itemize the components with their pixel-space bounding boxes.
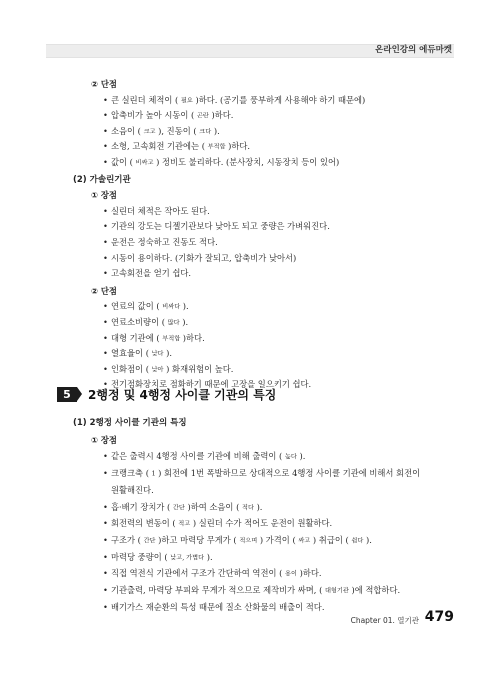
text-run: ) 회전에 1번 폭발하므로 상대적으로 4행정 사이클 기관에 비해서 회전이 <box>155 468 421 479</box>
bullet-item <box>111 237 218 248</box>
subsection-heading: (1) 2행정 사이클 기관의 특징 <box>73 418 187 428</box>
text-run: ). <box>204 551 213 562</box>
answer-fill: 대형기관 <box>324 587 349 595</box>
item-label: ② 단점 <box>91 79 117 89</box>
subsection-heading: (2) 가솔린기관 <box>73 174 131 185</box>
answer-fill: 크고 <box>143 128 156 136</box>
text-run: 직접 역전식 기관에서 구조가 간단하여 역전이 ( <box>111 568 285 579</box>
text-run: ). <box>253 501 263 512</box>
answer-fill: 부적합 <box>162 335 181 343</box>
text-run: 인화점이 ( <box>111 363 152 374</box>
text-run: ). <box>363 534 372 545</box>
bullet-item <box>111 348 172 360</box>
text-run: )하다. (공기를 풍부하게 사용해야 하기 때문에) <box>192 94 366 105</box>
bullet-item <box>111 518 332 530</box>
text-run: ). <box>163 348 173 359</box>
text-run: )하다. <box>208 110 234 121</box>
answer-fill: 적고 <box>178 520 191 528</box>
item-label: ② 단점 <box>91 285 117 296</box>
text-run: )하고 마력당 무게가 ( <box>155 534 240 545</box>
text-run: 구조가 ( <box>111 534 144 545</box>
text-run: 열효율이 ( <box>111 348 152 359</box>
text-run: 마력당 중량이 ( <box>111 551 171 562</box>
bullet-item <box>111 301 189 313</box>
bullet-item <box>111 95 365 107</box>
text-run: 큰 실린더 체적이 ( <box>111 94 181 105</box>
text-run: 연료의 값이 ( <box>111 301 163 312</box>
answer-fill: 필요 <box>180 97 193 105</box>
answer-fill: 적다 <box>241 504 254 511</box>
bullet-item <box>111 253 296 264</box>
text-run: ) 정비도 불리하다. (분사장치, 시동장치 등이 있어) <box>153 157 340 167</box>
bullet-item <box>111 602 324 613</box>
text-run: 실린더 체적은 작아도 된다. <box>111 205 210 216</box>
text-run: 원활해진다. <box>111 484 154 495</box>
text-run: 배기가스 재순환의 특성 때문에 질소 산화물의 배출이 적다. <box>111 601 325 612</box>
answer-fill: 낮고, 가볍다 <box>170 554 205 562</box>
bullet-item <box>111 110 233 122</box>
text-run: 회전력의 변동이 ( <box>111 518 179 529</box>
bullet-item <box>111 317 188 329</box>
answer-fill: 비싸다 <box>162 303 181 311</box>
bullet-item <box>111 568 322 580</box>
footer-chapter: Chapter 01. 열기관 <box>350 616 419 625</box>
text-run: ). <box>180 301 189 312</box>
text-run: ). <box>179 317 189 327</box>
header-title: 온라인강의 에듀마켓 <box>375 45 452 55</box>
text-run: 같은 출력시 4행정 사이클 기관에 비해 출력이 ( <box>111 451 285 462</box>
bullet-item <box>111 502 262 514</box>
text-run: 시동이 용이하다. (기화가 잘되고, 압축비가 낮아서) <box>111 252 297 263</box>
bullet-item <box>111 268 191 279</box>
bullet-item <box>111 468 420 480</box>
text-run: )하다. <box>296 568 322 579</box>
section-heading <box>57 385 457 405</box>
text-run: ), 진동이 ( <box>155 125 200 136</box>
answer-fill: 싸고 <box>298 537 311 545</box>
text-run: )하다. <box>225 141 251 152</box>
answer-fill: 많다 <box>167 319 180 327</box>
text-run: ) 화재위험이 높다. <box>163 363 234 374</box>
text-run: 소음이 ( <box>111 125 144 136</box>
text-run: ) 취급이 ( <box>310 534 352 545</box>
bullet-item <box>111 552 213 564</box>
bullet-item <box>111 157 339 169</box>
text-run: ) 가격이 ( <box>257 534 299 545</box>
text-run: 기관의 강도는 디젤기관보다 낮아도 되고 중량은 가벼워진다. <box>111 221 330 232</box>
text-run: ). <box>211 125 220 136</box>
text-run: 기관출력, 마력당 부피와 무게가 적으므로 제작비가 싸며, ( <box>111 585 325 595</box>
page-number: 479 <box>424 609 454 625</box>
text-run: 값이 ( <box>111 157 136 167</box>
answer-fill: 높다 <box>284 453 297 461</box>
text-run: 대형 기관에 ( <box>111 332 163 343</box>
answer-fill: 간단 <box>143 537 156 545</box>
text-run: 압축비가 높아 시동이 ( <box>111 110 197 121</box>
text-run: )에 적합하다. <box>348 585 401 595</box>
answer-fill: 부적합 <box>207 143 226 151</box>
answer-fill: 간단 <box>172 504 185 511</box>
item-label: ① 장점 <box>91 434 117 445</box>
text-run: 연료소비량이 ( <box>111 317 168 327</box>
bullet-item <box>111 585 400 597</box>
text-run: )하다. <box>180 332 205 343</box>
text-run: 운전은 정숙하고 진동도 적다. <box>111 237 218 247</box>
answer-fill: 1 <box>151 470 156 478</box>
text-run: 전기점화장치로 점화하기 때문에 고장을 일으키기 쉽다. <box>111 379 312 390</box>
answer-fill: 쉽다 <box>351 537 364 545</box>
answer-fill: 크다 <box>199 128 212 136</box>
answer-fill: 비싸고 <box>135 159 154 167</box>
text-run: 소형, 고속회전 기관에는 ( <box>111 141 208 152</box>
text-run: ) 실린더 수가 적어도 운전이 원활하다. <box>190 518 333 529</box>
item-label: ① 장점 <box>91 190 117 201</box>
bullet-item <box>111 206 210 217</box>
answer-fill: 곤란 <box>196 112 209 120</box>
answer-fill: 용이 <box>284 570 297 578</box>
bullet-item <box>111 221 330 232</box>
bullet-item <box>111 451 305 463</box>
text-run: ). <box>296 451 306 462</box>
bullet-item <box>111 141 250 153</box>
text-run: 흡·배기 장치가 ( <box>111 501 173 512</box>
text-run: 크랭크축 ( <box>111 468 152 479</box>
bullet-item <box>111 126 220 138</box>
bullet-continuation <box>111 485 154 496</box>
answer-fill: 낮다 <box>151 350 164 358</box>
answer-fill: 적으며 <box>239 537 258 545</box>
bullet-item <box>111 333 205 345</box>
answer-fill: 낮아 <box>151 366 164 374</box>
section-number-badge: 5 <box>57 387 77 402</box>
bullet-item <box>111 364 233 376</box>
text-run: )하여 소음이 ( <box>184 501 242 512</box>
section-title: 2행정 및 4행정 사이클 기관의 특징 <box>88 388 277 402</box>
text-run: 고속회전을 얻기 쉽다. <box>111 268 192 279</box>
bullet-item <box>111 535 372 547</box>
